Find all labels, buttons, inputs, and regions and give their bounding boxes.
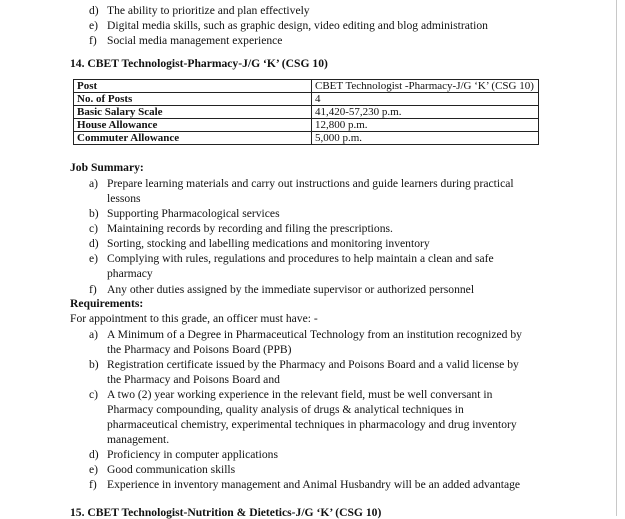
list-text: Registration certificate issued by the Pharmacy and Poisons Board and a valid license by: [107, 358, 519, 371]
table-row: [74, 119, 539, 132]
list-text: Sorting, stocking and labelling medications and monitoring inventory: [107, 237, 430, 250]
list-text-continued: Pharmacy compounding, quality analysis of drugs & analytical techniques in: [107, 403, 464, 416]
table-row: [74, 106, 539, 119]
table-label: Post: [74, 80, 312, 93]
list-text-continued: the Pharmacy and Poisons Board and: [107, 373, 280, 386]
list-marker: e): [89, 252, 99, 265]
list-text: Good communication skills: [107, 463, 236, 476]
list-marker: f): [89, 478, 97, 491]
list-marker: b): [89, 358, 99, 371]
table-label: House Allowance: [74, 119, 312, 132]
list-text: Digital media skills, such as graphic design, video editing and blog administration: [107, 19, 488, 32]
table-value: 4: [312, 93, 539, 106]
requirements-heading: Requirements:: [70, 297, 144, 310]
list-marker: e): [89, 19, 99, 32]
list-marker: f): [89, 283, 97, 296]
list-text-continued: pharmacy: [107, 267, 153, 280]
list-text: The ability to prioritize and plan effectively: [107, 4, 310, 17]
list-marker: a): [89, 177, 99, 190]
list-text-continued: management.: [107, 433, 170, 446]
requirements-intro: For appointment to this grade, an officer must have: -: [70, 312, 318, 325]
next-section-heading: 15. CBET Technologist-Nutrition & Dietetics-J/G ‘K’ (CSG 10): [70, 506, 382, 519]
list-marker: d): [89, 4, 99, 17]
list-text: Any other duties assigned by the immediate supervisor or authorized personnel: [107, 283, 475, 296]
table-value: 12,800 p.m.: [312, 119, 539, 132]
table-value: 41,420-57,230 p.m.: [312, 106, 539, 119]
post-details-table: [73, 79, 539, 145]
table-row: [74, 93, 539, 106]
list-text-continued: lessons: [107, 192, 141, 205]
list-marker: f): [89, 34, 97, 47]
list-text: Complying with rules, regulations and procedures to help maintain a clean and safe: [107, 252, 494, 265]
table-value: CBET Technologist -Pharmacy-J/G ‘K’ (CSG 10): [312, 80, 539, 93]
list-marker: e): [89, 463, 99, 476]
table-value: 5,000 p.m.: [312, 132, 539, 145]
table-label: Basic Salary Scale: [74, 106, 312, 119]
list-marker: c): [89, 388, 99, 401]
list-marker: d): [89, 237, 99, 250]
table-label: No. of Posts: [74, 93, 312, 106]
table-row: [74, 80, 539, 93]
list-text: A two (2) year working experience in the relevant field, must be well conversant in: [107, 388, 493, 401]
list-text: Maintaining records by recording and filing the prescriptions.: [107, 222, 393, 235]
job-summary-heading: Job Summary:: [70, 161, 144, 174]
list-text: Prepare learning materials and carry out instructions and guide learners during practical: [107, 177, 514, 190]
list-text: Proficiency in computer applications: [107, 448, 278, 461]
list-marker: a): [89, 328, 99, 341]
list-text: Social media management experience: [107, 34, 283, 47]
section-heading: 14. CBET Technologist-Pharmacy-J/G ‘K’ (CSG 10): [70, 57, 328, 70]
list-text-continued: pharmaceutical chemistry, experimental techniques in pharmacology and drug inventory: [107, 418, 517, 431]
list-text-continued: the Pharmacy and Poisons Board (PPB): [107, 343, 292, 356]
list-text: A Minimum of a Degree in Pharmaceutical Technology from an institution recognized by: [107, 328, 522, 341]
list-marker: c): [89, 222, 99, 235]
table-row: [74, 132, 539, 145]
list-marker: b): [89, 207, 99, 220]
list-text: Experience in inventory management and Animal Husbandry will be an added advantage: [107, 478, 521, 491]
page-edge-divider: [616, 0, 617, 516]
table-label: Commuter Allowance: [74, 132, 312, 145]
list-marker: d): [89, 448, 99, 461]
list-text: Supporting Pharmacological services: [107, 207, 280, 220]
